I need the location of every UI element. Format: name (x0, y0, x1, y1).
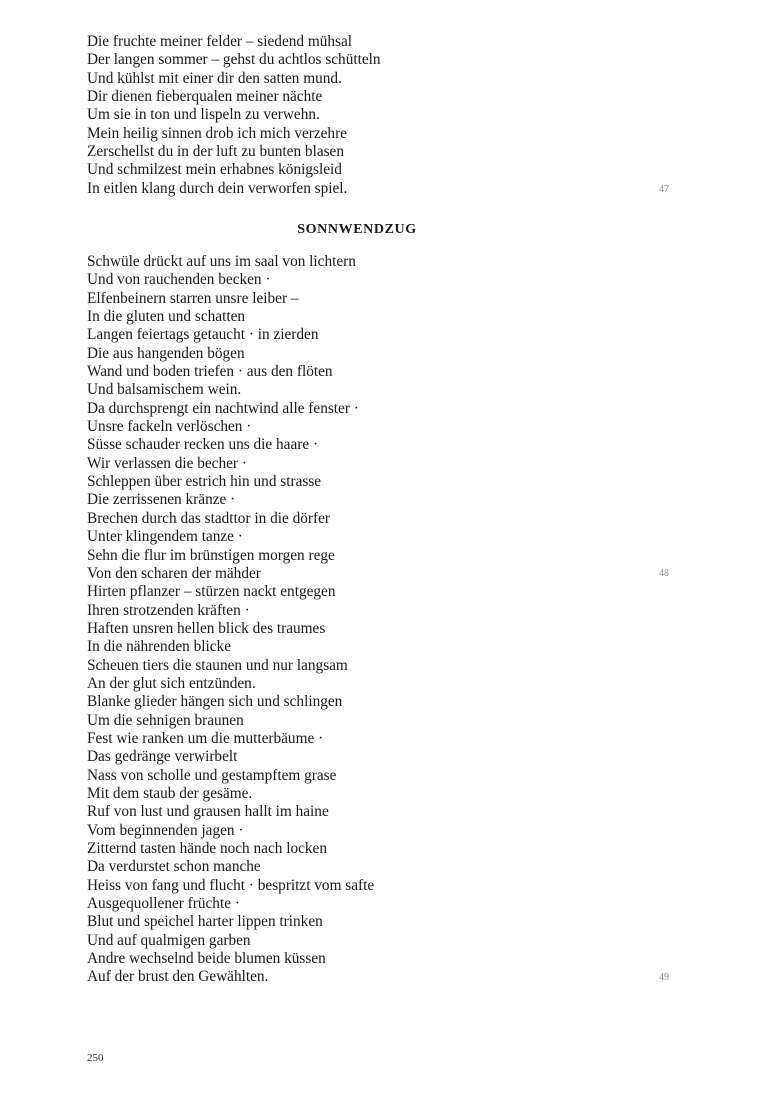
verse-line: Dir dienen fieberqualen meiner nächte (87, 88, 323, 106)
verse-line: Elfenbeinern starren unsre leiber – (87, 289, 299, 307)
previous-poem-stanza (87, 33, 381, 198)
verse-line: Vom beginnenden jagen · (87, 821, 244, 839)
verse-line: An der glut sich entzünden. (87, 674, 256, 692)
verse-line: Das gedränge verwirbelt (87, 748, 238, 766)
verse-line: Und balsamischem wein. (87, 381, 242, 399)
verse-line: Die fruchte meiner felder – siedend mühsal (87, 33, 353, 50)
verse-line: Ihren strotzenden kräften · (87, 601, 250, 619)
verse-line: Wand und boden triefen · aus den flöten (87, 363, 333, 381)
verse-line: Langen feiertags getaucht · in zierden (87, 326, 319, 344)
verse-line: Heiss von fang und flucht · bespritzt vom safte (87, 876, 375, 894)
verse-line: Da verdurstet schon manche (87, 858, 261, 876)
verse-line: Fest wie ranken um die mutterbäume · (87, 729, 324, 747)
verse-line: Haften unsren hellen blick des traumes (87, 619, 326, 637)
verse-line: Zitternd tasten hände noch nach locken (87, 840, 327, 857)
verse-line: Scheuen tiers die staunen und nur langsam (87, 656, 348, 674)
verse-line: Die aus hangenden bögen (87, 344, 245, 362)
verse-line: Schleppen über estrich hin und strasse (87, 473, 322, 491)
line-number-49: 49 (659, 972, 669, 983)
verse-line: Süsse schauder recken uns die haare · (87, 436, 319, 454)
verse-line: Wir verlassen die becher · (87, 454, 247, 472)
verse-line: In die nährenden blicke (87, 638, 231, 656)
verse-line: Sehn die flur im brünstigen morgen rege (87, 546, 335, 564)
verse-line: Ruf von lust und grausen hallt im haine (87, 803, 329, 821)
page-number: 250 (87, 1052, 104, 1064)
verse-line: In die gluten und schatten (87, 308, 246, 326)
verse-line: Mit dem staub der gesäme. (87, 784, 253, 802)
verse-line: Auf der brust den Gewählten. (87, 968, 269, 986)
verse-line: Blanke glieder hängen sich und schlingen (87, 693, 343, 711)
verse-line: Und von rauchenden becken · (87, 271, 271, 289)
verse-line: Die zerrissenen kränze · (87, 491, 236, 509)
verse-line: Zerschellst du in der luft zu bunten blasen (87, 143, 344, 161)
verse-line: Und auf qualmigen garben (87, 931, 251, 949)
verse-line: Von den scharen der mähder (87, 564, 261, 582)
verse-line: Unsre fackeln verlöschen · (87, 418, 252, 436)
verse-line: Und kühlst mit einer dir den satten mund. (87, 69, 342, 87)
verse-line: Mein heilig sinnen drob ich mich verzehre (87, 124, 347, 142)
verse-line: Blut und speichel harter lippen trinken (87, 913, 323, 931)
verse-line: In eitlen klang durch dein verworfen spiel. (87, 179, 348, 197)
verse-line: Ausgequollener früchte · (87, 895, 240, 913)
verse-line: Brechen durch das stadttor in die dörfer (87, 509, 330, 527)
verse-line: Unter klingendem tanze · (87, 528, 243, 546)
verse-line: Andre wechselnd beide blumen küssen (87, 950, 326, 968)
poem-body (87, 253, 374, 987)
verse-line: Hirten pflanzer – stürzen nackt entgegen (87, 583, 336, 601)
verse-line: Und schmilzest mein erhabnes königsleid (87, 161, 342, 179)
line-number-48: 48 (659, 568, 669, 579)
verse-line: Um die sehnigen braunen (87, 711, 244, 729)
line-number-47: 47 (659, 184, 669, 195)
verse-line: Schwüle drückt auf uns im saal von lichtern (87, 253, 356, 270)
poem-title: SONNWENDZUG (297, 222, 417, 237)
verse-line: Da durchsprengt ein nachtwind alle fenster · (87, 399, 359, 417)
verse-line: Der langen sommer – gehst du achtlos schütteln (87, 51, 381, 69)
verse-line: Nass von scholle und gestampftem grase (87, 766, 337, 784)
verse-line: Um sie in ton und lispeln zu verwehn. (87, 106, 320, 124)
